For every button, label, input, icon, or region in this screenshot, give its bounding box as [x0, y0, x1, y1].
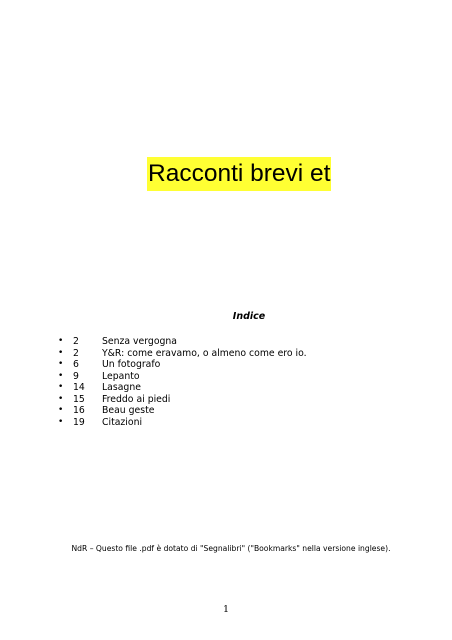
bullet-icon: • [58, 370, 64, 381]
bullet-icon: • [58, 336, 64, 346]
bullet-icon: • [58, 393, 64, 404]
toc-page-number: 19 [73, 416, 85, 428]
index-heading: Indice [232, 311, 266, 322]
page-number: 1 [222, 604, 230, 615]
toc-page-number: 15 [73, 393, 85, 405]
bullet-icon: • [58, 359, 64, 369]
bullet-icon: • [58, 382, 64, 392]
bullet-icon: • [58, 416, 64, 427]
toc-page-number: 6 [73, 359, 79, 370]
toc-page-number: 2 [73, 347, 79, 359]
toc-entry-title: Freddo ai piedi [102, 393, 171, 405]
toc-page-number: 14 [73, 382, 85, 393]
toc-entry-title: Senza vergogna [102, 336, 178, 347]
toc-page-number: 9 [73, 370, 79, 382]
bullet-icon: • [58, 405, 64, 415]
toc-entry-title: Beau geste [102, 405, 155, 416]
editor-note: NdR – Questo file .pdf è dotato di "Segnalibri" ("Bookmarks" nella versione inglese). [71, 544, 391, 553]
toc-entry-title: Lasagne [102, 382, 141, 393]
toc-entry-title: Y&R: come eravamo, o almeno come ero io. [102, 347, 307, 359]
toc-entry-title: Citazioni [102, 416, 143, 428]
document-title: Racconti brevi et [147, 157, 331, 191]
bullet-icon: • [58, 347, 64, 358]
toc-page-number: 2 [73, 336, 79, 347]
toc-page-number: 16 [73, 405, 85, 416]
toc-entry-title: Un fotografo [102, 359, 161, 370]
toc-entry-title: Lepanto [102, 370, 140, 382]
